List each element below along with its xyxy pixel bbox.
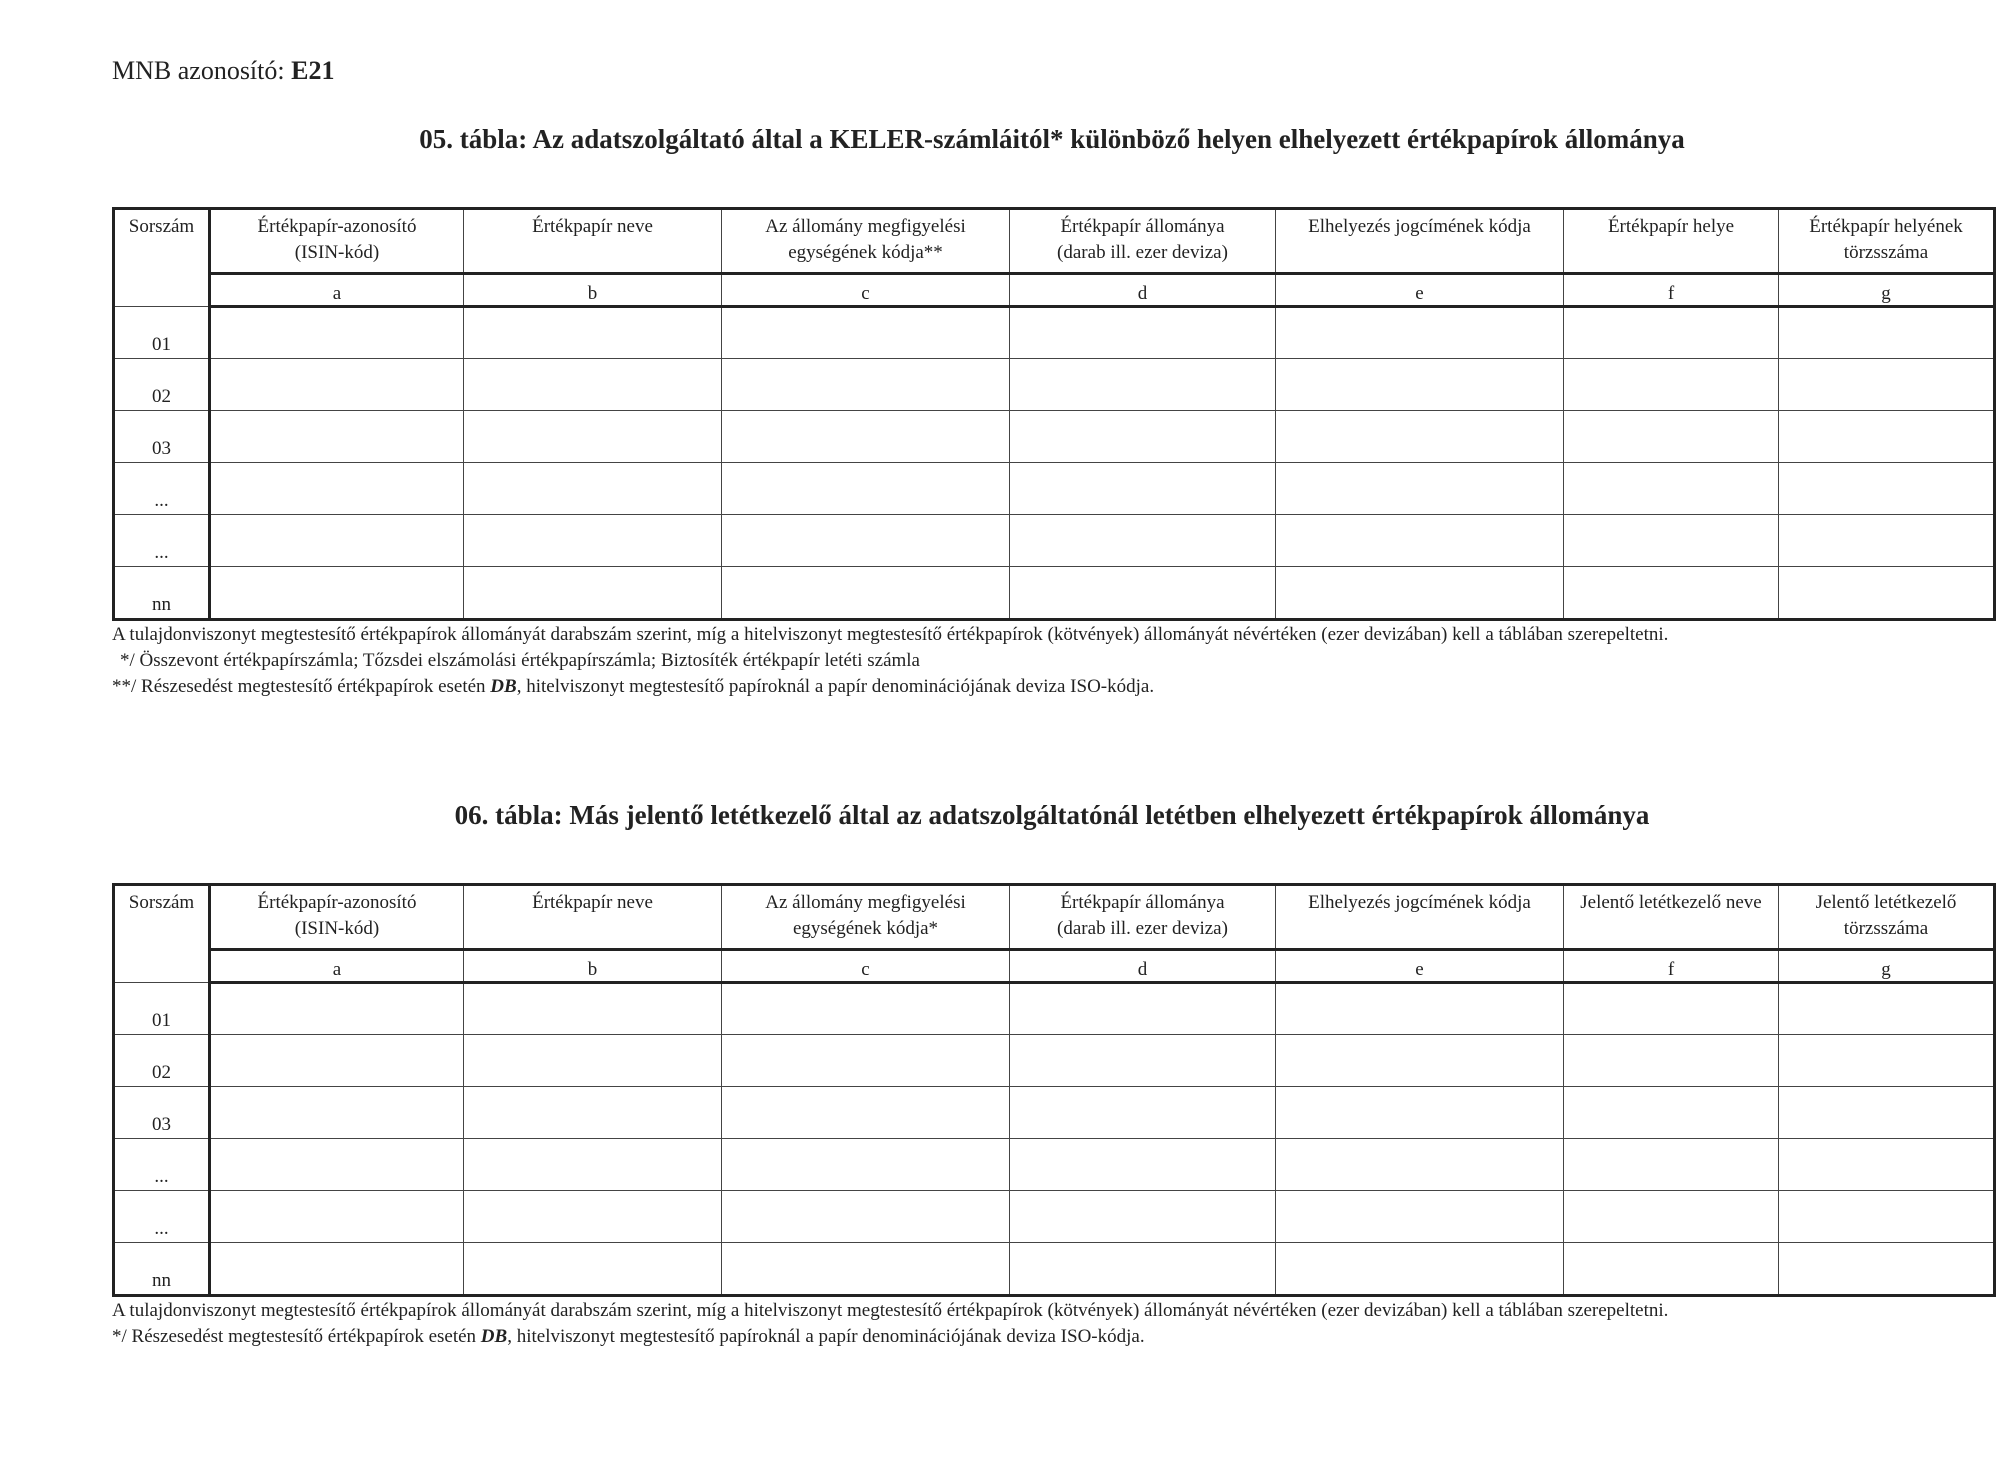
table-row bbox=[114, 463, 1995, 515]
data-cell[interactable] bbox=[464, 1035, 722, 1087]
note-main: A tulajdonviszonyt megtestesítő értékpapírok állományát darabszám szerint, míg a hitelviszonyt megtestesítő értékpapírok (kötvények) állományát névértéken (ezer devizában) kell a táblában szerepeltetni. bbox=[112, 624, 1669, 645]
table-row bbox=[114, 1191, 1995, 1243]
data-cell[interactable] bbox=[722, 1191, 1010, 1243]
data-cell[interactable] bbox=[1779, 307, 1995, 359]
row-number: 02 bbox=[114, 1035, 210, 1087]
data-cell[interactable] bbox=[464, 1191, 722, 1243]
data-cell[interactable] bbox=[464, 307, 722, 359]
note-double-star bbox=[112, 674, 1992, 700]
column-header-line: Az állomány megfigyelési bbox=[765, 892, 966, 913]
data-cell[interactable] bbox=[1276, 1035, 1564, 1087]
column-header-line: Értékpapír helye bbox=[1607, 216, 1735, 237]
data-cell[interactable] bbox=[722, 1139, 1010, 1191]
data-cell[interactable] bbox=[1010, 307, 1276, 359]
column-letter: c bbox=[722, 950, 1010, 983]
column-header-line: Értékpapír-azonosító bbox=[257, 216, 417, 237]
data-cell[interactable] bbox=[1779, 1139, 1995, 1191]
row-number: ... bbox=[114, 463, 210, 515]
data-cell[interactable] bbox=[1779, 1035, 1995, 1087]
table-06-title: 06. tábla: Más jelentő letétkezelő által az adatszolgáltatónál letétben elhelyezett értékpapírok állománya bbox=[454, 800, 1650, 830]
column-header bbox=[464, 209, 722, 274]
column-header bbox=[1276, 885, 1564, 950]
column-header bbox=[210, 209, 464, 274]
data-cell[interactable] bbox=[1564, 1139, 1779, 1191]
column-header-line: egységének kódja** bbox=[788, 242, 943, 263]
column-header-line: törzsszáma bbox=[1843, 242, 1929, 263]
data-cell[interactable] bbox=[1276, 983, 1564, 1035]
header-row bbox=[114, 885, 1995, 950]
column-header-line: Elhelyezés jogcímének kódja bbox=[1308, 892, 1531, 913]
table-06-header bbox=[114, 885, 1995, 983]
column-letter: g bbox=[1779, 950, 1995, 983]
data-cell[interactable] bbox=[210, 1243, 464, 1296]
table-05-body bbox=[114, 307, 1995, 620]
column-header-line: Értékpapír helyének bbox=[1809, 216, 1963, 237]
data-cell[interactable] bbox=[464, 359, 722, 411]
column-letter: g bbox=[1779, 274, 1995, 307]
data-cell[interactable] bbox=[210, 1191, 464, 1243]
data-cell[interactable] bbox=[1276, 1243, 1564, 1296]
column-header bbox=[1779, 885, 1995, 950]
note-star: */ Összevont értékpapírszámla; Tőzsdei elszámolási értékpapírszámla; Biztosíték értékpapír letéti számla bbox=[120, 650, 920, 671]
data-cell[interactable] bbox=[1010, 463, 1276, 515]
data-cell[interactable] bbox=[1779, 1243, 1995, 1296]
data-cell[interactable] bbox=[1564, 1035, 1779, 1087]
table-06-notes bbox=[112, 1298, 1992, 1350]
column-header-line: Jelentő letétkezelő neve bbox=[1580, 892, 1762, 913]
column-header bbox=[1010, 209, 1276, 274]
table-05-header bbox=[114, 209, 1995, 307]
column-letter: d bbox=[1010, 950, 1276, 983]
data-cell[interactable] bbox=[1564, 359, 1779, 411]
data-cell[interactable] bbox=[1276, 1191, 1564, 1243]
data-cell[interactable] bbox=[1010, 1035, 1276, 1087]
column-letter: f bbox=[1564, 274, 1779, 307]
data-cell[interactable] bbox=[1779, 1191, 1995, 1243]
data-cell[interactable] bbox=[210, 567, 464, 620]
column-header-line: (darab ill. ezer deviza) bbox=[1057, 242, 1228, 263]
data-cell[interactable] bbox=[1276, 359, 1564, 411]
data-cell[interactable] bbox=[1779, 463, 1995, 515]
data-cell[interactable] bbox=[464, 1243, 722, 1296]
table-row bbox=[114, 567, 1995, 620]
sorszam-header: Sorszám bbox=[114, 885, 210, 983]
data-cell[interactable] bbox=[1779, 515, 1995, 567]
column-header bbox=[210, 885, 464, 950]
column-letter: b bbox=[464, 274, 722, 307]
column-header-line: Értékpapír-azonosító bbox=[257, 892, 417, 913]
data-cell[interactable] bbox=[722, 359, 1010, 411]
row-number: ... bbox=[114, 515, 210, 567]
row-number: nn bbox=[114, 567, 210, 620]
column-letter: c bbox=[722, 274, 1010, 307]
column-header-line: (darab ill. ezer deviza) bbox=[1057, 918, 1228, 939]
data-cell[interactable] bbox=[1564, 1087, 1779, 1139]
data-cell[interactable] bbox=[464, 463, 722, 515]
data-cell[interactable] bbox=[1010, 1087, 1276, 1139]
table-row bbox=[114, 1243, 1995, 1296]
data-cell[interactable] bbox=[1010, 359, 1276, 411]
column-letter: f bbox=[1564, 950, 1779, 983]
column-header-line: törzsszáma bbox=[1843, 918, 1929, 939]
column-letter: a bbox=[210, 274, 464, 307]
note-main: A tulajdonviszonyt megtestesítő értékpapírok állományát darabszám szerint, míg a hitelviszonyt megtestesítő értékpapírok (kötvények) állományát névértéken (ezer devizában) kell a táblában szerepeltetni. bbox=[112, 1300, 1669, 1321]
row-number: 02 bbox=[114, 359, 210, 411]
column-header-line: (ISIN-kód) bbox=[294, 918, 380, 939]
column-header-line: Az állomány megfigyelési bbox=[765, 216, 966, 237]
column-header-line: Értékpapír neve bbox=[532, 892, 653, 913]
column-header bbox=[722, 209, 1010, 274]
column-header bbox=[1779, 209, 1995, 274]
table-row bbox=[114, 411, 1995, 463]
data-cell[interactable] bbox=[1276, 411, 1564, 463]
table-05 bbox=[112, 207, 1996, 621]
data-cell[interactable] bbox=[210, 1035, 464, 1087]
data-cell[interactable] bbox=[722, 307, 1010, 359]
data-cell[interactable] bbox=[1779, 1087, 1995, 1139]
table-row bbox=[114, 1139, 1995, 1191]
data-cell[interactable] bbox=[210, 463, 464, 515]
table-row bbox=[114, 515, 1995, 567]
row-number: nn bbox=[114, 1243, 210, 1296]
data-cell[interactable] bbox=[464, 567, 722, 620]
column-header-line: (ISIN-kód) bbox=[294, 242, 380, 263]
data-cell[interactable] bbox=[1276, 567, 1564, 620]
mnb-label: MNB azonosító: bbox=[112, 56, 285, 85]
data-cell[interactable] bbox=[1010, 567, 1276, 620]
data-cell[interactable] bbox=[1010, 515, 1276, 567]
letter-row bbox=[114, 950, 1995, 983]
column-letter: a bbox=[210, 950, 464, 983]
column-header bbox=[1564, 885, 1779, 950]
data-cell[interactable] bbox=[1276, 1139, 1564, 1191]
mnb-identifier bbox=[112, 56, 334, 86]
data-cell[interactable] bbox=[1564, 307, 1779, 359]
column-header-line: Elhelyezés jogcímének kódja bbox=[1308, 216, 1531, 237]
data-cell[interactable] bbox=[1010, 1191, 1276, 1243]
data-cell[interactable] bbox=[464, 1087, 722, 1139]
data-cell[interactable] bbox=[210, 1139, 464, 1191]
sorszam-header: Sorszám bbox=[114, 209, 210, 307]
data-cell[interactable] bbox=[1779, 567, 1995, 620]
note-db: DB bbox=[480, 1326, 508, 1347]
data-cell[interactable] bbox=[1564, 1191, 1779, 1243]
data-cell[interactable] bbox=[722, 515, 1010, 567]
column-header bbox=[1010, 885, 1276, 950]
data-cell[interactable] bbox=[1564, 983, 1779, 1035]
column-letter: b bbox=[464, 950, 722, 983]
data-cell[interactable] bbox=[1010, 1243, 1276, 1296]
data-cell[interactable] bbox=[722, 983, 1010, 1035]
data-cell[interactable] bbox=[1010, 1139, 1276, 1191]
column-header-line: Értékpapír neve bbox=[532, 216, 653, 237]
row-number: 03 bbox=[114, 1087, 210, 1139]
row-number: 01 bbox=[114, 983, 210, 1035]
data-cell[interactable] bbox=[722, 1035, 1010, 1087]
table-row bbox=[114, 1087, 1995, 1139]
data-cell[interactable] bbox=[210, 515, 464, 567]
data-cell[interactable] bbox=[464, 411, 722, 463]
row-number: ... bbox=[114, 1191, 210, 1243]
data-cell[interactable] bbox=[722, 463, 1010, 515]
note-text: */ Részesedést megtestesítő értékpapírok esetén bbox=[112, 1326, 481, 1347]
note-text: , hitelviszonyt megtestesítő papíroknál a papír denominációjának deviza ISO-kódja. bbox=[516, 676, 1155, 697]
data-cell[interactable] bbox=[210, 983, 464, 1035]
data-cell[interactable] bbox=[1564, 1243, 1779, 1296]
note-text: **/ Részesedést megtestesítő értékpapírok esetén bbox=[112, 676, 491, 697]
column-header-line: Értékpapír állománya bbox=[1060, 892, 1225, 913]
data-cell[interactable] bbox=[1779, 983, 1995, 1035]
table-row bbox=[114, 359, 1995, 411]
data-cell[interactable] bbox=[1276, 1087, 1564, 1139]
data-cell[interactable] bbox=[1564, 463, 1779, 515]
row-number: ... bbox=[114, 1139, 210, 1191]
data-cell[interactable] bbox=[1010, 983, 1276, 1035]
data-cell[interactable] bbox=[1564, 567, 1779, 620]
column-letter: d bbox=[1010, 274, 1276, 307]
note-star bbox=[112, 1324, 1992, 1350]
data-cell[interactable] bbox=[722, 567, 1010, 620]
data-cell[interactable] bbox=[210, 307, 464, 359]
data-cell[interactable] bbox=[722, 1087, 1010, 1139]
column-header bbox=[722, 885, 1010, 950]
data-cell[interactable] bbox=[1276, 515, 1564, 567]
data-cell[interactable] bbox=[1010, 411, 1276, 463]
header-row bbox=[114, 209, 1995, 274]
data-cell[interactable] bbox=[1779, 359, 1995, 411]
data-cell[interactable] bbox=[1276, 307, 1564, 359]
note-db: DB bbox=[490, 676, 517, 697]
column-header bbox=[1564, 209, 1779, 274]
column-letter: e bbox=[1276, 950, 1564, 983]
mnb-code: E21 bbox=[291, 56, 335, 85]
column-header-line: Értékpapír állománya bbox=[1060, 216, 1225, 237]
data-cell[interactable] bbox=[1564, 515, 1779, 567]
table-06-body bbox=[114, 983, 1995, 1296]
data-cell[interactable] bbox=[210, 411, 464, 463]
table-05-notes bbox=[112, 622, 1992, 700]
data-cell[interactable] bbox=[1276, 463, 1564, 515]
column-header bbox=[464, 885, 722, 950]
column-header-line: egységének kódja* bbox=[792, 918, 939, 939]
data-cell[interactable] bbox=[1779, 411, 1995, 463]
row-number: 01 bbox=[114, 307, 210, 359]
table-06 bbox=[112, 883, 1996, 1297]
data-cell[interactable] bbox=[210, 1087, 464, 1139]
table-row bbox=[114, 1035, 1995, 1087]
data-cell[interactable] bbox=[464, 515, 722, 567]
table-05-title: 05. tábla: Az adatszolgáltató által a KELER-számláitól* különböző helyen elhelyezett értékpapírok állománya bbox=[419, 124, 1685, 154]
column-header bbox=[1276, 209, 1564, 274]
data-cell[interactable] bbox=[464, 1139, 722, 1191]
column-header-line: Jelentő letétkezelő bbox=[1815, 892, 1957, 913]
data-cell[interactable] bbox=[464, 983, 722, 1035]
column-letter: e bbox=[1276, 274, 1564, 307]
row-number: 03 bbox=[114, 411, 210, 463]
table-row bbox=[114, 307, 1995, 359]
data-cell[interactable] bbox=[1564, 411, 1779, 463]
letter-row bbox=[114, 274, 1995, 307]
note-text: , hitelviszonyt megtestesítő papíroknál a papír denominációjának deviza ISO-kódja. bbox=[507, 1326, 1145, 1347]
data-cell[interactable] bbox=[722, 411, 1010, 463]
table-row bbox=[114, 983, 1995, 1035]
data-cell[interactable] bbox=[722, 1243, 1010, 1296]
data-cell[interactable] bbox=[210, 359, 464, 411]
